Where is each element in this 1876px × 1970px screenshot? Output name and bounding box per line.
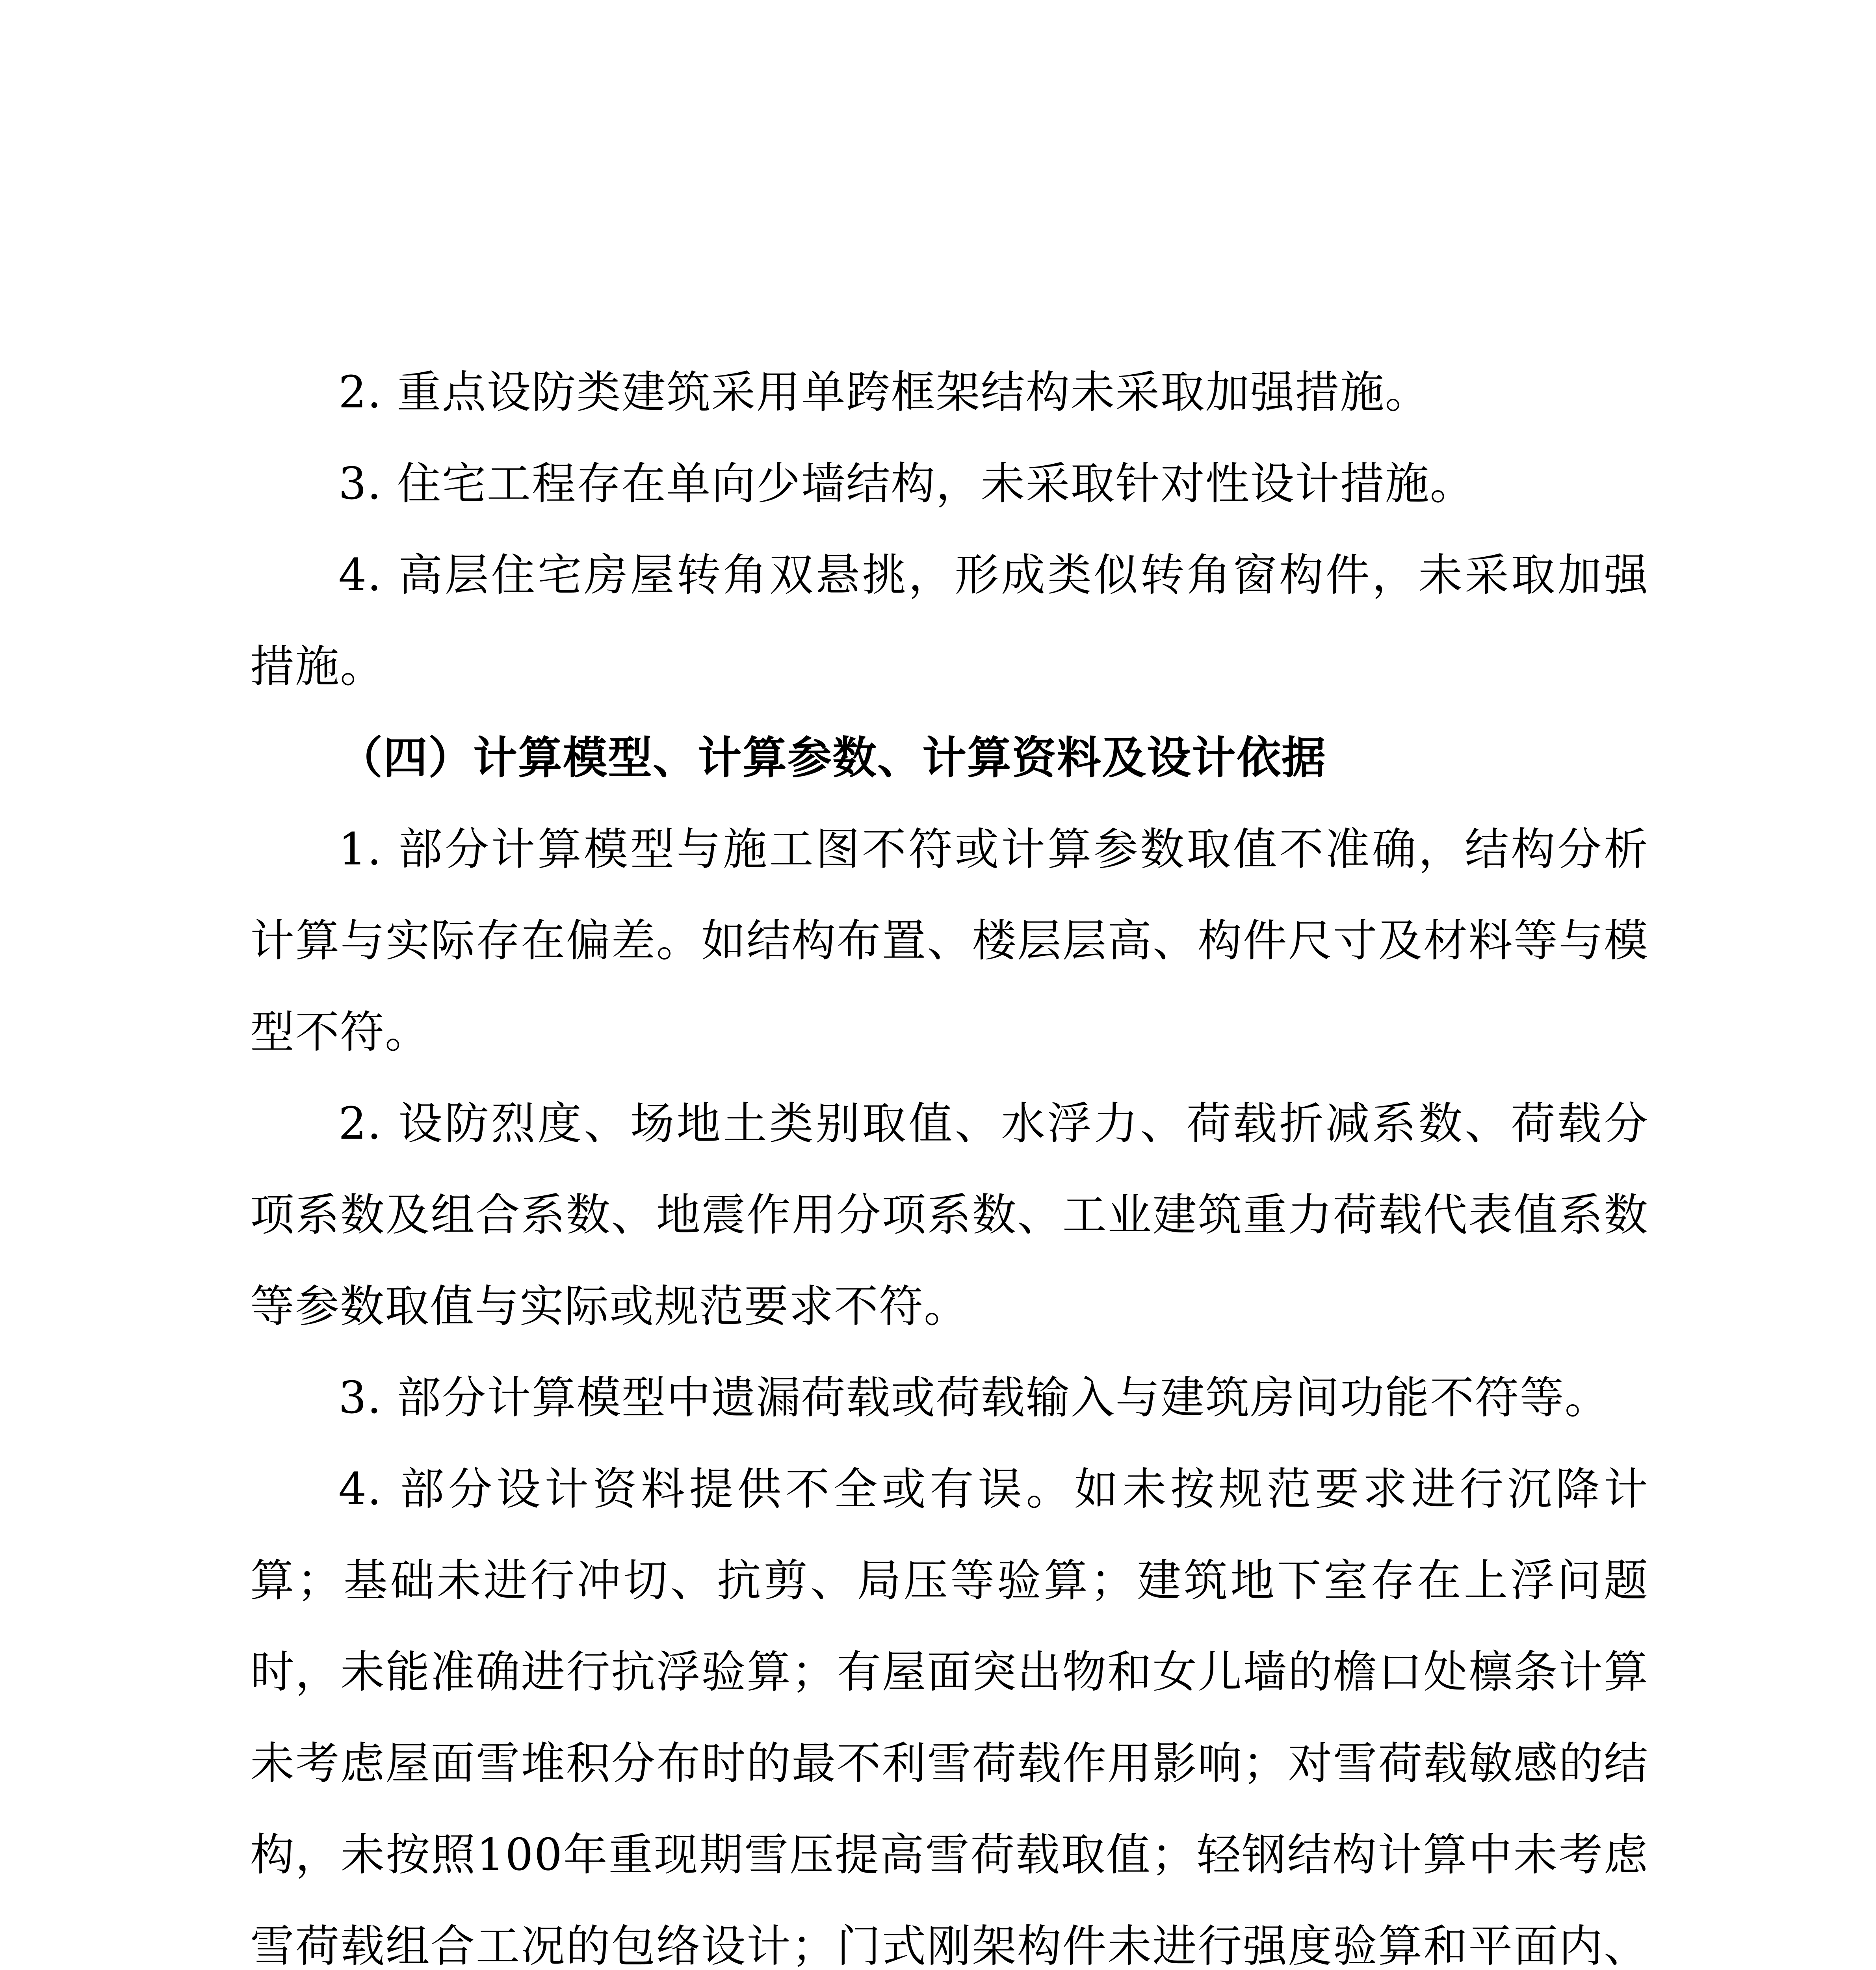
paragraph-calc-params: 2. 设防烈度、场地土类别取值、水浮力、荷载折减系数、荷载分项系数及组合系数、地震作用分项系数、工业建筑重力荷载代表值系数等参数取值与实际或规范要求不符。 — [250, 1098, 1649, 1332]
paragraph-item-3: 3. 住宅工程存在单向少墙结构，未采取针对性设计措施。 — [338, 458, 1475, 509]
paragraph-item-2: 2. 重点设防类建筑采用单跨框架结构未采取加强措施。 — [338, 367, 1430, 418]
paragraph-missing-loads: 3. 部分计算模型中遗漏荷载或荷载输入与建筑房间功能不符等。 — [338, 1372, 1610, 1424]
paragraph-calc-model: 1. 部分计算模型与施工图不符或计算参数取值不准确，结构分析计算与实际存在偏差。如结构布置、楼层层高、构件尺寸及材料等与模型不符。 — [250, 824, 1649, 1058]
document-body — [250, 347, 1649, 1970]
section-heading-four: （四）计算模型、计算参数、计算资料及设计依据 — [338, 732, 1326, 784]
paragraph-item-4: 4. 高层住宅房屋转角双悬挑，形成类似转角窗构件，未采取加强措施。 — [250, 550, 1649, 692]
paragraph-design-data: 4. 部分设计资料提供不全或有误。如未按规范要求进行沉降计算；基础未进行冲切、抗剪、局压等验算；建筑地下室存在上浮问题时，未能准确进行抗浮验算；有屋面突出物和女儿墙的檐口处檩条计算未考虑屋面雪堆积分布时的最不利雪荷载作用影响；对雪荷载敏感的结构，未按照100年重现期雪压提高雪荷载取值；轻钢结构计算中未考虑雪荷载组合工况的包络设计；门式刚架构件未进行强度验算和平面内、 — [250, 1464, 1649, 1970]
